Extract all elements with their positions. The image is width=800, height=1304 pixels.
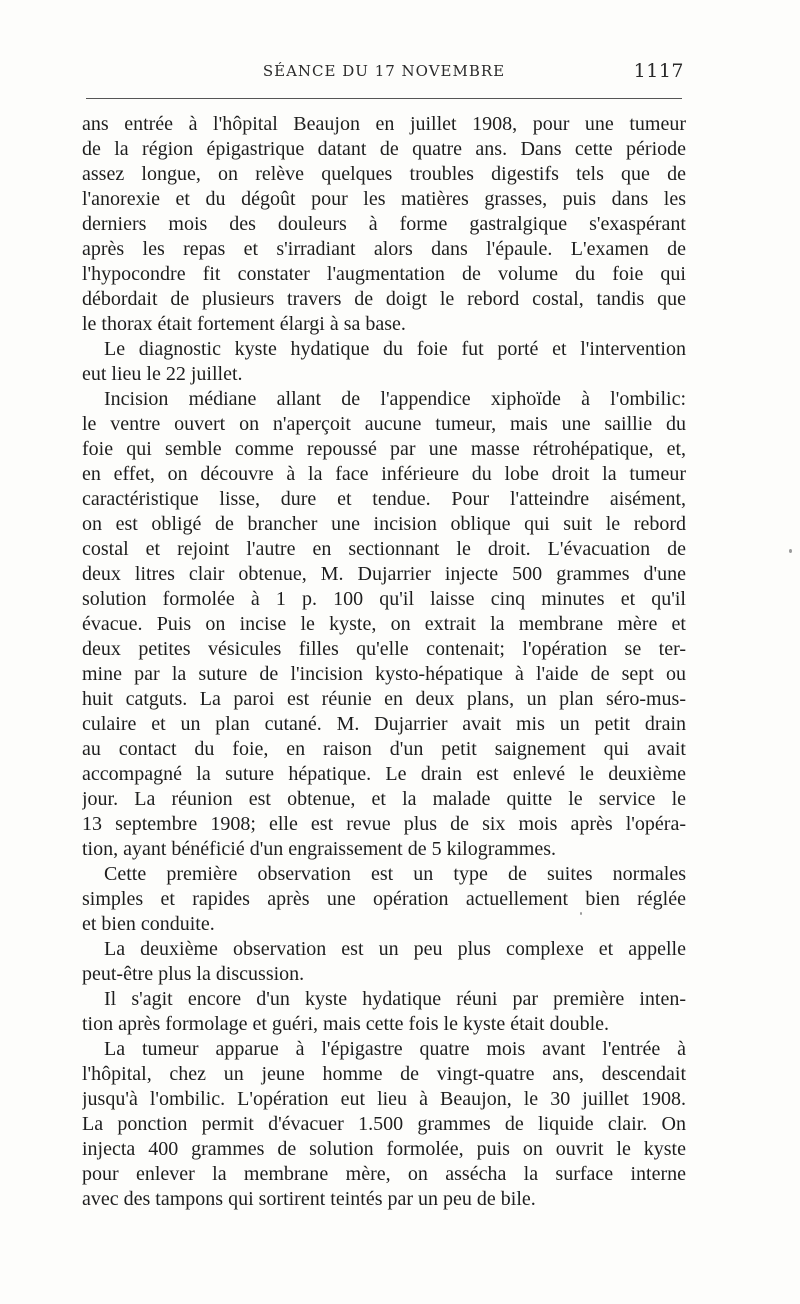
text-line: La tumeur apparue à l'épigastre quatre mois avant l'entrée à xyxy=(104,1038,686,1060)
text-line: ans entrée à l'hôpital Beaujon en juillet 1908, pour une tumeur xyxy=(82,113,686,135)
running-head xyxy=(84,58,684,88)
text-line: huit catguts. La paroi est réunie en deux plans, un plan séro-mus- xyxy=(82,688,686,710)
text-line: 13 septembre 1908; elle est revue plus de six mois après l'opéra- xyxy=(82,813,686,835)
text-line: accompagné la suture hépatique. Le drain est enlevé le deuxième xyxy=(82,763,686,785)
text-line: l'hypocondre fit constater l'augmentation de volume du foie qui xyxy=(82,263,686,285)
page-number: 1117 xyxy=(633,60,684,82)
text-line: costal et rejoint l'autre en sectionnant le droit. L'évacuation de xyxy=(82,538,686,560)
text-line: le ventre ouvert on n'aperçoit aucune tumeur, mais une saillie du xyxy=(82,413,686,435)
text-line: pour enlever la membrane mère, on assécha la surface interne xyxy=(82,1163,686,1185)
text-line: jusqu'à l'ombilic. L'opération eut lieu à Beaujon, le 30 juillet 1908. xyxy=(82,1088,686,1110)
text-line: La deuxième observation est un peu plus complexe et appelle xyxy=(104,938,686,960)
text-line: eut lieu le 22 juillet. xyxy=(82,363,243,385)
body-text xyxy=(82,112,686,1212)
text-line: foie qui semble comme repoussé par une masse rétrohépatique, et, xyxy=(82,438,686,460)
text-line: et bien conduite. xyxy=(82,913,215,935)
text-line: mine par la suture de l'incision kysto-hépatique à l'aide de sept ou xyxy=(82,663,686,685)
text-line: peut-être plus la discussion. xyxy=(82,963,305,985)
paper-speck xyxy=(580,912,582,915)
text-line: assez longue, on relève quelques troubles digestifs tels que de xyxy=(82,163,686,185)
text-line: en effet, on découvre à la face inférieure du lobe droit la tumeur xyxy=(82,463,686,485)
text-line: simples et rapides après une opération actuellement bien réglée xyxy=(82,888,686,910)
text-line: tion, ayant bénéficié d'un engraissement de 5 kilogrammes. xyxy=(82,838,557,860)
text-line: évacue. Puis on incise le kyste, on extrait la membrane mère et xyxy=(82,613,686,635)
text-line: deux petites vésicules filles qu'elle contenait; l'opération se ter- xyxy=(82,638,686,660)
running-title: SÉANCE DU 17 NOVEMBRE xyxy=(262,62,506,80)
text-line: Le diagnostic kyste hydatique du foie fut porté et l'intervention xyxy=(104,338,686,360)
text-line: après les repas et s'irradiant alors dans l'épaule. L'examen de xyxy=(82,238,686,260)
text-line: caractéristique lisse, dure et tendue. Pour l'atteindre aisément, xyxy=(82,488,686,510)
header-rule xyxy=(86,98,682,99)
text-line: injecta 400 grammes de solution formolée, puis on ouvrit le kyste xyxy=(82,1138,686,1160)
paper-speck xyxy=(789,549,792,553)
text-line: tion après formolage et guéri, mais cette fois le kyste était double. xyxy=(82,1013,610,1035)
text-line: l'anorexie et du dégoût pour les matières grasses, puis dans les xyxy=(82,188,686,210)
text-line: Il s'agit encore d'un kyste hydatique réuni par première inten- xyxy=(104,988,686,1010)
text-line: on est obligé de brancher une incision oblique qui suit le rebord xyxy=(82,513,686,535)
text-line: le thorax était fortement élargi à sa base. xyxy=(82,313,406,335)
text-line: Incision médiane allant de l'appendice xiphoïde à l'ombilic: xyxy=(104,388,686,410)
text-line: l'hôpital, chez un jeune homme de vingt-quatre ans, descendait xyxy=(82,1063,686,1085)
text-line: solution formolée à 1 p. 100 qu'il laisse cinq minutes et qu'il xyxy=(82,588,686,610)
text-line: de la région épigastrique datant de quatre ans. Dans cette période xyxy=(82,138,686,160)
text-line: Cette première observation est un type de suites normales xyxy=(104,863,686,885)
text-line: culaire et un plan cutané. M. Dujarrier avait mis un petit drain xyxy=(82,713,686,735)
text-line: avec des tampons qui sortirent teintés par un peu de bile. xyxy=(82,1188,536,1210)
text-line: au contact du foie, en raison d'un petit saignement qui avait xyxy=(82,738,686,760)
text-line: débordait de plusieurs travers de doigt le rebord costal, tandis que xyxy=(82,288,686,310)
text-line: La ponction permit d'évacuer 1.500 grammes de liquide clair. On xyxy=(82,1113,686,1135)
text-line: jour. La réunion est obtenue, et la malade quitte le service le xyxy=(82,788,686,810)
text-line: derniers mois des douleurs à forme gastralgique s'exaspérant xyxy=(82,213,686,235)
text-line: deux litres clair obtenue, M. Dujarrier injecte 500 grammes d'une xyxy=(82,563,686,585)
